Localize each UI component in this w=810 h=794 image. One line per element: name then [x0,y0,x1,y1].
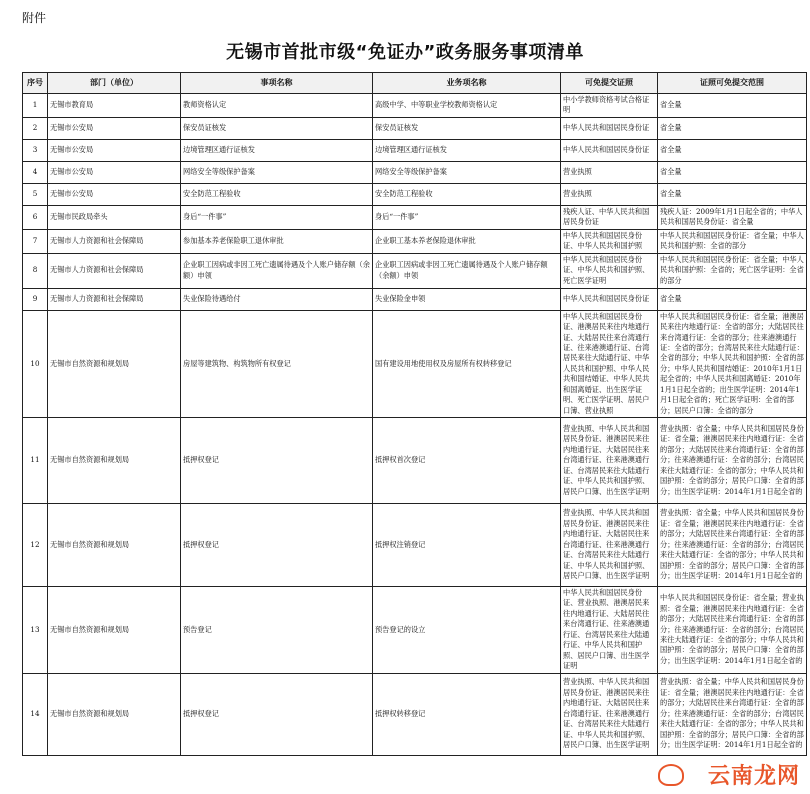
cell-no: 6 [23,205,48,229]
cell-biz: 抵押权首次登记 [373,418,561,504]
cell-no: 11 [23,418,48,504]
cell-no: 2 [23,117,48,139]
cell-proof: 中华人民共和国居民身份证 [561,139,658,161]
cell-no: 1 [23,94,48,118]
table-row [23,205,807,229]
cell-dept: 无锡市自然资源和规划局 [48,310,181,417]
header-scope: 证照可免提交范围 [658,73,807,94]
cell-scope: 中华人民共和国居民身份证：省全量；港澳居民来往内地通行证：全省的部分；大陆居民往来台湾通行证：全省的部分；往来港澳通行证：全省的部分；台湾居民来往大陆通行证：全省的部分；中华人民共和国护照：全省的部分；中华人民共和国结婚证：2010年1月1日起全省的；中华人民共和国离婚证：2010年1月1日起全省的；出生医学证明：2014年1月1日起全省的；死亡医学证明：全省的部分；居民户口簿：全省的部分 [658,310,807,417]
table-row [23,504,807,587]
cell-no: 10 [23,310,48,417]
table-header-row [23,73,807,94]
cell-no: 8 [23,253,48,288]
watermark-logo-icon [658,764,684,786]
cell-item: 身后“一件事” [181,205,373,229]
cell-dept: 无锡市自然资源和规划局 [48,587,181,674]
cell-item: 预告登记 [181,587,373,674]
cell-dept: 无锡市人力资源和社会保障局 [48,253,181,288]
cell-scope: 中华人民共和国居民身份证：省全量；中华人民共和国护照：全省的；死亡医学证明：全省的部分 [658,253,807,288]
cell-item: 失业保险待遇给付 [181,288,373,310]
cell-no: 4 [23,161,48,183]
cell-proof: 营业执照 [561,183,658,205]
cell-biz: 边境管理区通行证核发 [373,139,561,161]
table-row [23,139,807,161]
cell-biz: 国有建设用地使用权及房屋所有权转移登记 [373,310,561,417]
cell-item: 企业职工因病或非因工死亡遗属待遇及个人账户储存额（余额）申领 [181,253,373,288]
cell-dept: 无锡市公安局 [48,183,181,205]
cell-no: 13 [23,587,48,674]
cell-dept: 无锡市人力资源和社会保障局 [48,288,181,310]
header-item: 事项名称 [181,73,373,94]
cell-proof: 中华人民共和国居民身份证、中华人民共和国护照 [561,229,658,253]
cell-item: 抵押权登记 [181,673,373,755]
cell-proof: 残疾人证、中华人民共和国居民身份证 [561,205,658,229]
cell-scope: 中华人民共和国居民身份证：省全量；中华人民共和国护照：全省的部分 [658,229,807,253]
cell-biz: 抵押权注销登记 [373,504,561,587]
cell-no: 9 [23,288,48,310]
header-proof: 可免提交证照 [561,73,658,94]
cell-scope: 营业执照：省全量；中华人民共和国居民身份证：省全量；港澳居民来往内地通行证：全省的部分；大陆居民往来台湾通行证：全省的部分；往来港澳通行证：全省的部分；台湾居民来往大陆通行证：全省的部分；中华人民共和国护照：全省的部分；居民户口簿：全省的部分；出生医学证明：2014年1月1日起全省的 [658,673,807,755]
cell-item: 网络安全等级保护备案 [181,161,373,183]
cell-proof: 营业执照、中华人民共和国居民身份证、港澳居民来往内地通行证、大陆居民往来台湾通行证、往来港澳通行证、台湾居民来往大陆通行证、中华人民共和国护照、居民户口簿、出生医学证明 [561,504,658,587]
cell-proof: 中小学教师资格考试合格证明 [561,94,658,118]
cell-proof: 营业执照、中华人民共和国居民身份证、港澳居民来往内地通行证、大陆居民往来台湾通行证、往来港澳通行证、台湾居民来往大陆通行证、中华人民共和国护照、居民户口簿、出生医学证明 [561,673,658,755]
cell-proof: 中华人民共和国居民身份证、港澳居民来往内地通行证、大陆居民往来台湾通行证、往来港澳通行证、台湾居民来往大陆通行证、中华人民共和国护照、中华人民共和国结婚证、中华人民共和国离婚证、出生医学证明、死亡医学证明、居民户口簿、营业执照 [561,310,658,417]
cell-biz: 安全防范工程验收 [373,183,561,205]
cell-biz: 高级中学、中等职业学校教师资格认定 [373,94,561,118]
cell-item: 教师资格认定 [181,94,373,118]
cell-scope: 省全量 [658,94,807,118]
cell-no: 3 [23,139,48,161]
cell-biz: 保安员证核发 [373,117,561,139]
watermark: 云南龙网 [707,764,800,789]
table-row [23,229,807,253]
header-dept: 部门（单位） [48,73,181,94]
cell-dept: 无锡市自然资源和规划局 [48,418,181,504]
cell-item: 抵押权登记 [181,418,373,504]
cell-no: 12 [23,504,48,587]
cell-proof: 中华人民共和国居民身份证、营业执照、港澳居民来往内地通行证、大陆居民往来台湾通行证、往来港澳通行证、台湾居民来往大陆通行证、中华人民共和国护照、居民户口簿、出生医学证明 [561,587,658,674]
cell-proof: 中华人民共和国居民身份证 [561,117,658,139]
cell-item: 房屋等建筑物、构筑物所有权登记 [181,310,373,417]
cell-biz: 网络安全等级保护备案 [373,161,561,183]
cell-no: 5 [23,183,48,205]
cell-item: 安全防范工程验收 [181,183,373,205]
cell-proof: 中华人民共和国居民身份证、中华人民共和国护照、死亡医学证明 [561,253,658,288]
cell-scope: 残疾人证：2009年1月1日起全省的；中华人民共和国居民身份证：省全量 [658,205,807,229]
table-row [23,161,807,183]
cell-dept: 无锡市自然资源和规划局 [48,504,181,587]
cell-biz: 预告登记的设立 [373,587,561,674]
cell-biz: 抵押权转移登记 [373,673,561,755]
cell-proof: 中华人民共和国居民身份证 [561,288,658,310]
cell-dept: 无锡市公安局 [48,161,181,183]
cell-scope: 省全量 [658,288,807,310]
cell-proof: 营业执照 [561,161,658,183]
cell-scope: 省全量 [658,117,807,139]
cell-scope: 省全量 [658,183,807,205]
cell-dept: 无锡市民政局牵头 [48,205,181,229]
cell-proof: 营业执照、中华人民共和国居民身份证、港澳居民来往内地通行证、大陆居民往来台湾通行证、往来港澳通行证、台湾居民来往大陆通行证、中华人民共和国护照、居民户口簿、出生医学证明 [561,418,658,504]
table-row [23,418,807,504]
cell-dept: 无锡市自然资源和规划局 [48,673,181,755]
table-row [23,673,807,755]
cell-item: 边境管理区通行证核发 [181,139,373,161]
table-row [23,288,807,310]
cell-no: 7 [23,229,48,253]
cell-biz: 企业职工因病或非因工死亡遗属待遇及个人账户储存额（余额）申领 [373,253,561,288]
table-row [23,183,807,205]
table-row [23,94,807,118]
header-biz: 业务项名称 [373,73,561,94]
cell-biz: 企业职工基本养老保险退休审批 [373,229,561,253]
cell-scope: 省全量 [658,161,807,183]
cell-biz: 失业保险金申领 [373,288,561,310]
table-row [23,310,807,417]
cell-dept: 无锡市教育局 [48,94,181,118]
cell-dept: 无锡市公安局 [48,139,181,161]
cell-biz: 身后“一件事” [373,205,561,229]
table-row [23,587,807,674]
table-row [23,117,807,139]
cell-scope: 省全量 [658,139,807,161]
cell-item: 保安员证核发 [181,117,373,139]
table-row [23,253,807,288]
cell-scope: 营业执照：省全量；中华人民共和国居民身份证：省全量；港澳居民来往内地通行证：全省的部分；大陆居民往来台湾通行证：全省的部分；往来港澳通行证：全省的部分；台湾居民来往大陆通行证：全省的部分；中华人民共和国护照：全省的部分；居民户口簿：全省的部分；出生医学证明：2014年1月1日起全省的 [658,418,807,504]
header-no: 序号 [23,73,48,94]
cell-scope: 营业执照：省全量；中华人民共和国居民身份证：省全量；港澳居民来往内地通行证：全省的部分；大陆居民往来台湾通行证：全省的部分；往来港澳通行证：全省的部分；台湾居民来往大陆通行证：全省的部分；中华人民共和国护照：全省的部分；居民户口簿：全省的部分；出生医学证明：2014年1月1日起全省的 [658,504,807,587]
document-title: 无锡市首批市级“免证办”政务服务事项清单 [226,42,584,63]
cell-dept: 无锡市公安局 [48,117,181,139]
cell-dept: 无锡市人力资源和社会保障局 [48,229,181,253]
service-list-table [22,72,807,756]
attachment-label: 附件 [22,11,47,25]
cell-no: 14 [23,673,48,755]
cell-scope: 中华人民共和国居民身份证：省全量；营业执照：省全量；港澳居民来往内地通行证：全省的部分；大陆居民往来台湾通行证：全省的部分；往来港澳通行证：全省的部分；台湾居民来往大陆通行证：全省的部分；中华人民共和国护照：全省的部分；居民户口簿：全省的部分；出生医学证明：2014年1月1日起全省的 [658,587,807,674]
cell-item: 抵押权登记 [181,504,373,587]
cell-item: 参加基本养老保险职工退休审批 [181,229,373,253]
